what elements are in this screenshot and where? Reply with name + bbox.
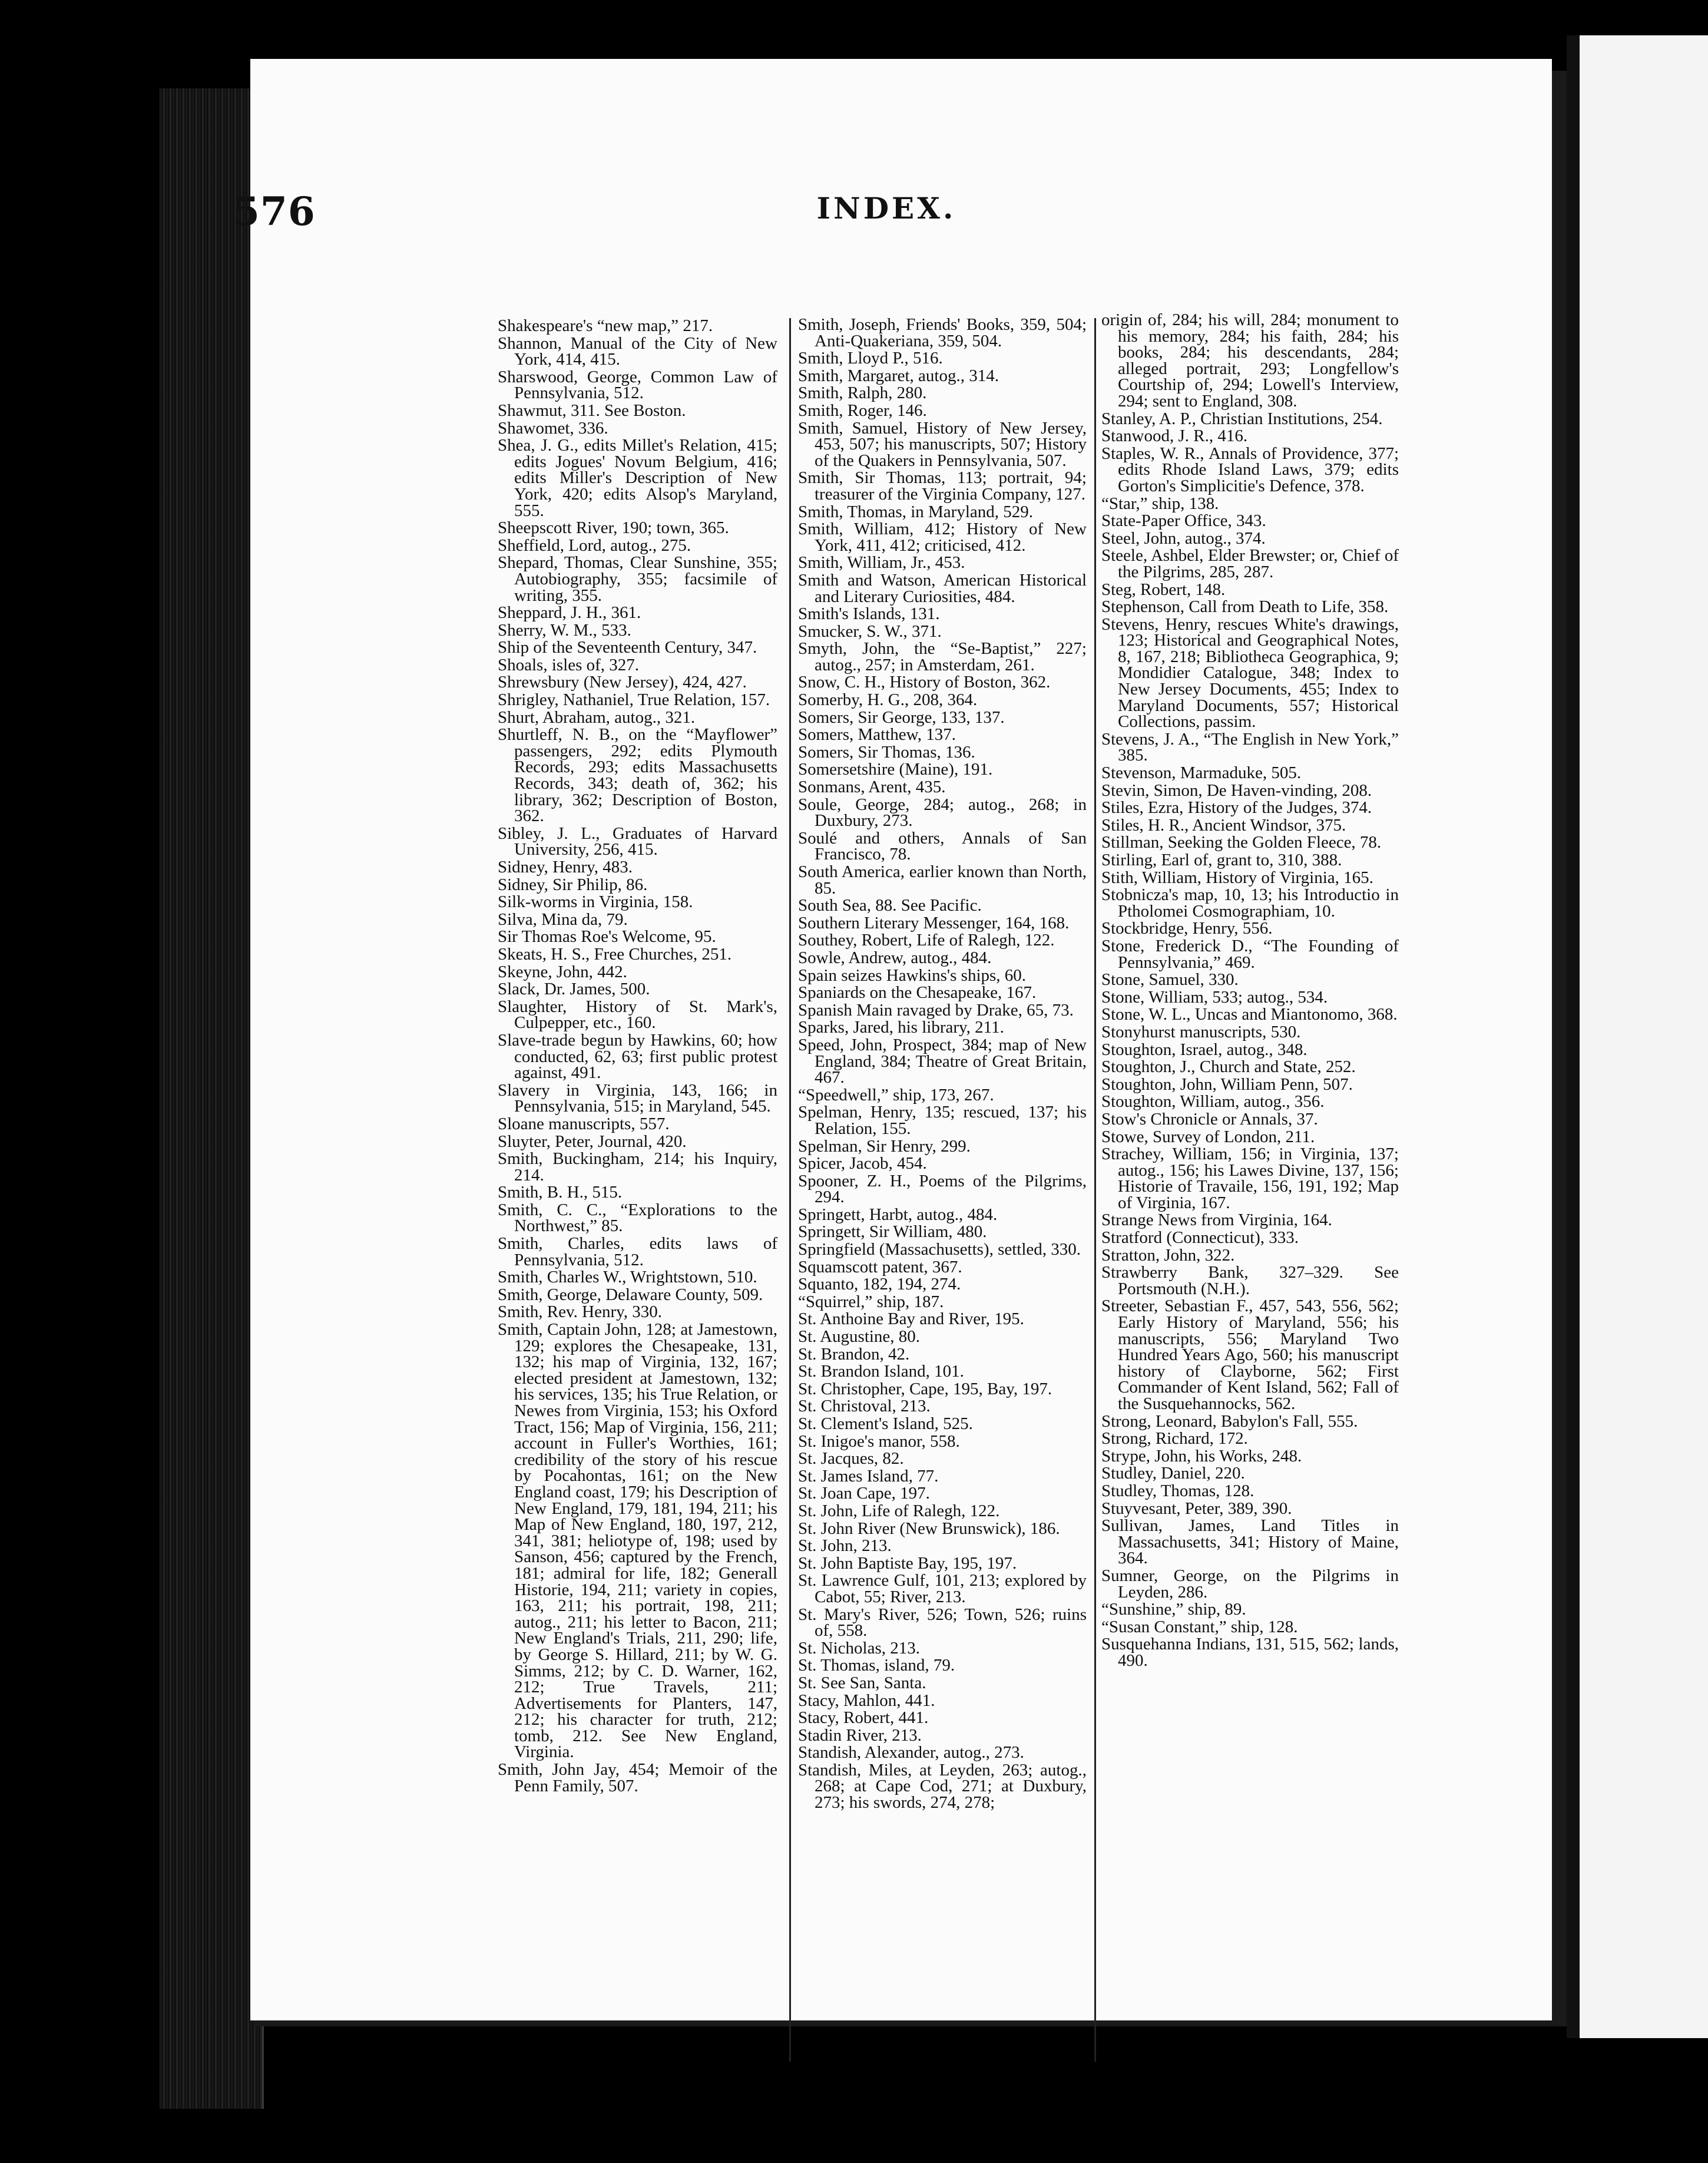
index-entry: Smith, Charles W., Wrightstown, 510. xyxy=(498,1268,757,1287)
index-entry: Slave-trade begun by Hawkins, 60; how conducted, 62, 63; first public protest against, 491. xyxy=(498,1030,777,1083)
index-entry: Somers, Sir Thomas, 136. xyxy=(798,742,975,762)
index-entry: Skeyne, John, 442. xyxy=(498,962,627,981)
index-entry: Smith and Watson, American Historical and Literary Curiosities, 484. xyxy=(798,570,1087,606)
index-entry: Slavery in Virginia, 143, 166; in Pennsylvania, 515; in Maryland, 545. xyxy=(498,1080,777,1116)
index-entry: “Squirrel,” ship, 187. xyxy=(798,1292,944,1311)
index-entry: St. Mary's River, 526; Town, 526; ruins of, 558. xyxy=(798,1605,1087,1641)
index-entry: Southey, Robert, Life of Ralegh, 122. xyxy=(798,931,1055,950)
index-entry: Springett, Sir William, 480. xyxy=(798,1222,987,1242)
index-entry: Smith, Ralph, 280. xyxy=(798,383,927,403)
column-rule xyxy=(1094,318,1096,2062)
index-entry: Shoals, isles of, 327. xyxy=(498,655,640,674)
index-entry: Southern Literary Messenger, 164, 168. xyxy=(798,913,1070,932)
index-entry: Sharswood, George, Common Law of Pennsylvania, 512. xyxy=(498,367,777,403)
index-entry: Sheffield, Lord, autog., 275. xyxy=(498,535,691,555)
index-entry: Strong, Richard, 172. xyxy=(1101,1429,1248,1448)
index-entry: Stone, William, 533; autog., 534. xyxy=(1101,987,1328,1007)
index-entry: St. John River (New Brunswick), 186. xyxy=(798,1519,1060,1538)
index-entry: Stowe, Survey of London, 211. xyxy=(1101,1127,1315,1146)
index-entry: Stow's Chronicle or Annals, 37. xyxy=(1101,1109,1318,1129)
index-entry: Shawmut, 311. See Boston. xyxy=(498,401,686,420)
index-entry: St. See San, Santa. xyxy=(798,1673,926,1692)
index-entry: Shurt, Abraham, autog., 321. xyxy=(498,707,696,727)
index-entry: Smith, Roger, 146. xyxy=(798,401,927,420)
index-entry: Stratford (Connecticut), 333. xyxy=(1101,1228,1299,1248)
index-entry: Sidney, Henry, 483. xyxy=(498,858,633,877)
index-entry: Smucker, S. W., 371. xyxy=(798,621,942,641)
index-column-2 xyxy=(798,317,1087,1813)
index-entry: Stacy, Robert, 441. xyxy=(798,1708,929,1728)
index-entry: Sherry, W. M., 533. xyxy=(498,620,631,640)
index-entry: Shepard, Thomas, Clear Sunshine, 355; Autobiography, 355; facsimile of writing, 355. xyxy=(498,553,777,605)
index-entry: South Sea, 88. See Pacific. xyxy=(798,896,982,915)
index-entry: St. Jacques, 82. xyxy=(798,1449,904,1469)
index-entry: Smith, B. H., 515. xyxy=(498,1183,623,1202)
index-entry: St. Lawrence Gulf, 101, 213; explored by Cabot, 55; River, 213. xyxy=(798,1571,1087,1606)
index-entry: Springett, Harbt, autog., 484. xyxy=(798,1205,998,1224)
index-entry: Smith, Margaret, autog., 314. xyxy=(798,366,999,385)
page-header: INDEX. xyxy=(816,191,956,226)
index-entry: St. Christopher, Cape, 195, Bay, 197. xyxy=(798,1379,1052,1398)
index-entry: Stratton, John, 322. xyxy=(1101,1245,1235,1265)
index-entry: Shrewsbury (New Jersey), 424, 427. xyxy=(498,673,747,692)
index-entry: Smith, William, Jr., 453. xyxy=(798,553,965,573)
index-entry: Sidney, Sir Philip, 86. xyxy=(498,875,648,894)
index-entry: Sullivan, James, Land Titles in Massachusetts, 341; History of Maine, 364. xyxy=(1101,1516,1399,1568)
index-entry: Stoughton, Israel, autog., 348. xyxy=(1101,1040,1308,1059)
index-entry: Silva, Mina da, 79. xyxy=(498,909,628,929)
index-entry: Stadin River, 213. xyxy=(798,1725,922,1745)
index-entry: Smyth, John, the “Se-Baptist,” 227; autog., 257; in Amsterdam, 261. xyxy=(798,639,1087,674)
index-entry: Shea, J. G., edits Millet's Relation, 415; edits Jogues' Novum Belgium, 416; edits Miller's Description of New York, 420; edits Alsop's Maryland, 555. xyxy=(498,436,777,520)
index-entry: Shannon, Manual of the City of New York, 414, 415. xyxy=(498,333,777,369)
index-entry: Stonyhurst manuscripts, 530. xyxy=(1101,1022,1301,1041)
index-entry: Smith, William, 412; History of New York, 411, 412; criticised, 412. xyxy=(798,520,1087,555)
index-entry: Spain seizes Hawkins's ships, 60. xyxy=(798,965,1027,985)
index-entry: Sloane manuscripts, 557. xyxy=(498,1114,670,1133)
index-entry: Stockbridge, Henry, 556. xyxy=(1101,919,1273,938)
index-entry: Sluyter, Peter, Journal, 420. xyxy=(498,1132,687,1151)
index-entry: St. Brandon, 42. xyxy=(798,1344,910,1364)
index-entry: Shurtleff, N. B., on the “Mayflower” passengers, 292; edits Plymouth Records, 293; edits Massachusetts Records, 343; death of, 362; his library, 362; Description of Boston, 362. xyxy=(498,725,777,826)
index-entry: St. Thomas, island, 79. xyxy=(798,1656,955,1675)
index-entry: Smith, George, Delaware County, 509. xyxy=(498,1285,763,1304)
index-entry: Stith, William, History of Virginia, 165. xyxy=(1101,868,1373,887)
index-entry: Sowle, Andrew, autog., 484. xyxy=(798,948,992,967)
index-entry: Stone, Frederick D., “The Founding of Pennsylvania,” 469. xyxy=(1101,936,1399,972)
index-entry: Streeter, Sebastian F., 457, 543, 556, 562; Early History of Maryland, 556; his manuscripts, 556; Maryland Two Hundred Years Ago, 560; his manuscript history of Clayborne, 562; First Commander of Kent Island, 562; Fall of the Susquehannocks, 562. xyxy=(1101,1297,1399,1413)
index-entry: Stuyvesant, Peter, 389, 390. xyxy=(1101,1499,1292,1518)
index-entry: Sibley, J. L., Graduates of Harvard University, 256, 415. xyxy=(498,823,777,859)
index-entry: St. John, 213. xyxy=(798,1536,892,1556)
index-entry: Strachey, William, 156; in Virginia, 137; autog., 156; his Lawes Divine, 137, 156; Historie of Travaile, 156, 191, 192; Map of Virginia, 167. xyxy=(1101,1145,1399,1212)
index-entry: Stoughton, J., Church and State, 252. xyxy=(1101,1057,1356,1077)
index-entry: Skeats, H. S., Free Churches, 251. xyxy=(498,944,732,964)
index-entry: Soulé and others, Annals of San Francisco, 78. xyxy=(798,828,1087,864)
index-entry: Steele, Ashbel, Elder Brewster; or, Chief of the Pilgrims, 285, 287. xyxy=(1101,546,1399,581)
index-entry: Soule, George, 284; autog., 268; in Duxbury, 273. xyxy=(798,795,1087,831)
index-entry: Springfield (Massachusetts), settled, 330. xyxy=(798,1240,1081,1259)
index-entry: Shawomet, 336. xyxy=(498,418,608,438)
index-entry: Smith's Islands, 131. xyxy=(798,604,940,624)
index-column-1 xyxy=(498,318,777,1795)
index-entry: Stevin, Simon, De Haven-vinding, 208. xyxy=(1101,780,1372,800)
index-entry: Studley, Thomas, 128. xyxy=(1101,1481,1254,1500)
index-entry: Smith, Captain John, 128; at Jamestown, 129; explores the Chesapeake, 131, 132; his map of Virginia, 132, 167; elected president at Jamestown, 132; his services, 135; his True Relation, or Newes from Virginia, 153; his Oxford Tract, 156; Map of Virginia, 156, 211; account in Fuller's Worthies, 161; credibility of the story of his rescue by Pocahontas, 161; on the New England coast, 179; his Description of New England, 179, 181, 194, 211; his Map of New England, 180, 197, 212, 341, 381; heliotype of, 198; used by Sanson, 456; captured by the French, 181; admiral for life, 182; Generall Historie, 194, 211; variety in copies, 163, 211; his portrait, 198, 211; autog., 211; his letter to Bacon, 211; New England's Trials, 211, 290; life, by George S. Hillard, 211; by W. G. Simms, 212; by C. D. Warner, 162, 212; True Travels, 211; Advertisements for Planters, 147, 212; his character for truth, 212; tomb, 212. See New England, Virginia. xyxy=(498,1320,777,1762)
index-entry: “Speedwell,” ship, 173, 267. xyxy=(798,1085,994,1104)
index-entry: Strawberry Bank, 327–329. See Portsmouth (N.H.). xyxy=(1101,1263,1399,1298)
index-entry: Strong, Leonard, Babylon's Fall, 555. xyxy=(1101,1411,1358,1431)
index-entry: Sheppard, J. H., 361. xyxy=(498,603,641,623)
index-entry: Stoughton, John, William Penn, 507. xyxy=(1101,1074,1353,1094)
index-entry: Sparks, Jared, his library, 211. xyxy=(798,1018,1004,1037)
index-entry: Slack, Dr. James, 500. xyxy=(498,980,650,999)
index-entry: Smith, Thomas, in Maryland, 529. xyxy=(798,502,1034,521)
index-entry: State-Paper Office, 343. xyxy=(1101,511,1266,531)
index-entry: “Star,” ship, 138. xyxy=(1101,494,1219,513)
index-entry: Steel, John, autog., 374. xyxy=(1101,528,1266,548)
page-number: 576 xyxy=(233,188,316,234)
index-entry: St. John, Life of Ralegh, 122. xyxy=(798,1501,1000,1520)
index-entry: St. Clement's Island, 525. xyxy=(798,1414,973,1433)
index-entry: South America, earlier known than North, 85. xyxy=(798,862,1087,898)
index-entry: Smith, Buckingham, 214; his Inquiry, 214. xyxy=(498,1149,777,1185)
book-edge xyxy=(159,88,264,2109)
index-entry: St. Inigoe's manor, 558. xyxy=(798,1431,960,1451)
index-entry: Staples, W. R., Annals of Providence, 377; edits Rhode Island Laws, 379; edits Gorton's Simplicitie's Defence, 378. xyxy=(1101,444,1399,495)
index-column-3 xyxy=(1101,312,1399,1671)
index-entry: Somers, Sir George, 133, 137. xyxy=(798,707,1005,727)
index-entry: “Sunshine,” ship, 89. xyxy=(1101,1600,1246,1619)
index-entry: St. James Island, 77. xyxy=(798,1466,939,1486)
index-entry: Sheepscott River, 190; town, 365. xyxy=(498,518,729,538)
index-entry: Silk-worms in Virginia, 158. xyxy=(498,892,693,912)
index-entry: Stevens, J. A., “The English in New York,” 385. xyxy=(1101,729,1399,765)
index-entry: Smith, Joseph, Friends' Books, 359, 504; Anti-Quakeriana, 359, 504. xyxy=(798,315,1087,350)
index-entry: Smith, C. C., “Explorations to the Northwest,” 85. xyxy=(498,1200,777,1236)
index-entry: Stevenson, Marmaduke, 505. xyxy=(1101,763,1302,783)
index-entry: Standish, Alexander, autog., 273. xyxy=(798,1743,1024,1762)
index-entry: St. Christoval, 213. xyxy=(798,1397,931,1416)
index-entry: St. Anthoine Bay and River, 195. xyxy=(798,1309,1024,1329)
index-entry: Spooner, Z. H., Poems of the Pilgrims, 294. xyxy=(798,1171,1087,1207)
index-entry: St. Joan Cape, 197. xyxy=(798,1484,930,1503)
index-entry: Speed, John, Prospect, 384; map of New England, 384; Theatre of Great Britain, 467. xyxy=(798,1035,1087,1087)
index-entry: Sir Thomas Roe's Welcome, 95. xyxy=(498,927,716,947)
index-entry: St. John Baptiste Bay, 195, 197. xyxy=(798,1553,1017,1573)
index-entry: Somerby, H. G., 208, 364. xyxy=(798,690,978,710)
index-entry: Stone, Samuel, 330. xyxy=(1101,970,1239,990)
index-entry: Smith, Samuel, History of New Jersey, 453, 507; his manuscripts, 507; History of the Quakers in Pennsylvania, 507. xyxy=(798,418,1087,470)
index-entry: Strype, John, his Works, 248. xyxy=(1101,1446,1302,1466)
index-entry: Spelman, Henry, 135; rescued, 137; his Relation, 155. xyxy=(798,1103,1087,1138)
index-entry: Ship of the Seventeenth Century, 347. xyxy=(498,638,757,657)
index-entry: Slaughter, History of St. Mark's, Culpepper, etc., 160. xyxy=(498,997,777,1033)
index-entry: Shakespeare's “new map,” 217. xyxy=(498,316,713,335)
index-entry: Sumner, George, on the Pilgrims in Leyden, 286. xyxy=(1101,1566,1399,1602)
index-entry: origin of, 284; his will, 284; monument to his memory, 284; his faith, 284; his books, 284; his descendants, 284; alleged portrait, 293; Longfellow's Courtship of, 294; Lowell's Interview, 294; sent to England, 308. xyxy=(1101,310,1399,411)
index-entry: Stiles, H. R., Ancient Windsor, 375. xyxy=(1101,815,1346,835)
index-entry: Stiles, Ezra, History of the Judges, 374. xyxy=(1101,798,1372,818)
index-entry: Stanwood, J. R., 416. xyxy=(1101,426,1248,446)
index-entry: Standish, Miles, at Leyden, 263; autog., 268; at Cape Cod, 271; at Duxbury, 273; his swords, 274, 278; xyxy=(798,1760,1087,1813)
index-entry: Strange News from Virginia, 164. xyxy=(1101,1211,1332,1230)
index-entry: Somersetshire (Maine), 191. xyxy=(798,760,993,779)
index-entry: Stephenson, Call from Death to Life, 358. xyxy=(1101,597,1389,617)
index-entry: Susquehanna Indians, 131, 515, 562; lands, 490. xyxy=(1101,1635,1399,1670)
index-entry: Studley, Daniel, 220. xyxy=(1101,1464,1245,1483)
index-entry: Squanto, 182, 194, 274. xyxy=(798,1275,961,1294)
index-entry: Spanish Main ravaged by Drake, 65, 73. xyxy=(798,1000,1074,1020)
index-entry: St. Augustine, 80. xyxy=(798,1327,921,1347)
index-entry: Spaniards on the Chesapeake, 167. xyxy=(798,983,1037,1003)
index-entry: Stoughton, William, autog., 356. xyxy=(1101,1092,1325,1112)
next-page-edge xyxy=(1567,35,1708,2038)
index-entry: Stacy, Mahlon, 441. xyxy=(798,1691,935,1710)
column-rule xyxy=(789,318,791,2062)
index-entry: Smith, Charles, edits laws of Pennsylvania, 512. xyxy=(498,1234,777,1269)
index-entry: Sonmans, Arent, 435. xyxy=(798,778,946,797)
index-entry: St. Nicholas, 213. xyxy=(798,1638,921,1658)
index-entry: Steg, Robert, 148. xyxy=(1101,580,1226,599)
index-entry: Smith, Rev. Henry, 330. xyxy=(498,1302,662,1322)
index-entry: Stevens, Henry, rescues White's drawings, 123; Historical and Geographical Notes, 8, 167, 218; Bibliotheca Geographica, 9; Mondidier Catalogue, 348; Index to New Jersey Documents, 455; Index to Maryland Documents, 557; Historical Collections, passim. xyxy=(1101,614,1399,732)
index-entry: Stanley, A. P., Christian Institutions, 254. xyxy=(1101,409,1383,428)
index-entry: Squamscott patent, 367. xyxy=(798,1257,962,1276)
index-entry: St. Brandon Island, 101. xyxy=(798,1362,964,1381)
index-entry: Shrigley, Nathaniel, True Relation, 157. xyxy=(498,690,770,710)
index-entry: Somers, Matthew, 137. xyxy=(798,725,956,745)
index-entry: Smith, Sir Thomas, 113; portrait, 94; treasurer of the Virginia Company, 127. xyxy=(798,468,1087,504)
index-entry: Stone, W. L., Uncas and Miantonomo, 368. xyxy=(1101,1005,1398,1024)
index-entry: Smith, John Jay, 454; Memoir of the Penn Family, 507. xyxy=(498,1760,777,1795)
index-entry: Spelman, Sir Henry, 299. xyxy=(798,1136,971,1156)
index-entry: Stobnicza's map, 10, 13; his Introductio in Ptholomei Cosmographiam, 10. xyxy=(1101,885,1399,921)
index-entry: Stillman, Seeking the Golden Fleece, 78. xyxy=(1101,833,1382,852)
index-entry: Stirling, Earl of, grant to, 310, 388. xyxy=(1101,851,1342,869)
index-entry: Snow, C. H., History of Boston, 362. xyxy=(798,673,1051,692)
index-entry: “Susan Constant,” ship, 128. xyxy=(1101,1617,1298,1636)
index-entry: Spicer, Jacob, 454. xyxy=(798,1154,927,1173)
index-entry: Smith, Lloyd P., 516. xyxy=(798,349,943,368)
